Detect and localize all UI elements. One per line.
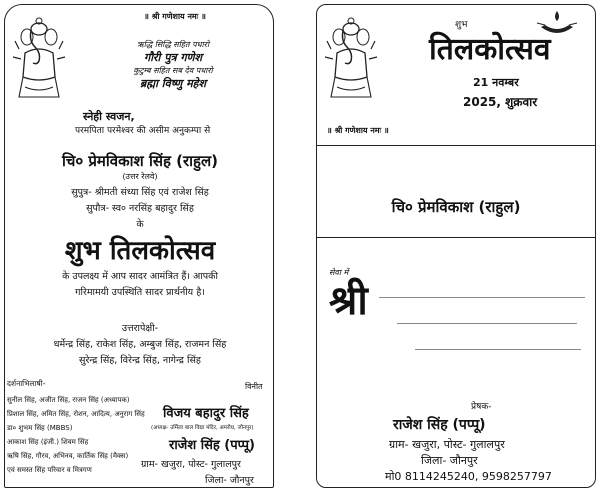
eager-label: उत्तरापेक्षी-: [121, 323, 159, 334]
shubh-label: शुभ: [455, 20, 468, 30]
groom-name: चि० प्रेमविकाश सिंह (राहुल): [61, 152, 219, 170]
darshan-list: [7, 393, 157, 477]
event-title: शुभ तिलकोत्सव: [64, 236, 216, 266]
greeting: स्नेही स्वजन,: [83, 110, 135, 123]
blessing-line: गौरी पुत्र गणेश: [144, 51, 202, 64]
divider: [317, 145, 595, 146]
blessing-line: ब्रह्मा विष्णु महेश: [140, 77, 206, 90]
shri-label: श्री: [329, 277, 368, 324]
invite-line-1: के उपलक्ष्य में आप सादर आमंत्रित हैं। आपकी: [62, 271, 218, 282]
sender-address-2: जिला- जौनपुर: [421, 454, 478, 467]
sender-label: प्रेषक-: [471, 402, 492, 412]
ke-text: के: [136, 219, 144, 230]
darshan-line: आकाश सिंह (इंजी.) शिवम सिंह: [7, 438, 89, 446]
address-line-2[interactable]: [397, 323, 577, 324]
event-year-day: 2025, शुक्रवार: [463, 95, 538, 109]
groom-job: (उत्तर रेलवे): [122, 172, 158, 181]
groom-name-envelope: चि० प्रेमविकाश (राहुल): [391, 198, 521, 216]
event-date: 21 नवम्बर: [473, 76, 519, 89]
darshan-line: एवं समस्त सिंह परिवार व मित्रगण: [7, 466, 92, 474]
blessing-verse: [83, 39, 263, 91]
divider: [317, 237, 595, 238]
greeting-line2: परमपिता परमेश्वर की असीम अनुकम्पा से: [75, 126, 211, 136]
eager-line-2: सुरेन्द्र सिंह, विरेन्द्र सिंह, नागेन्द्र सिंह: [79, 355, 201, 366]
invite-line-2: गरिमामयी उपस्थिति सादर प्रार्थनीय है।: [75, 287, 205, 298]
title-tilakotsav: तिलकोत्सव: [429, 32, 551, 67]
sender-phone: मो0 8114245240, 9598257797: [385, 470, 552, 483]
darshan-line: ऋषि सिंह, गौरव, अभिनव, कार्तिक सिंह (मैक्स): [7, 452, 129, 460]
vijay-subtitle: (अध्यक्ष- उर्मिला बाल विद्या मंदिर, अमरौध, जौनपुर): [151, 425, 254, 431]
darshan-label: दर्शनाभिलाषी-: [7, 379, 46, 388]
left-address-1: ग्राम- खजुरा, पोस्ट- गुलालपुर: [141, 459, 241, 470]
seva-me-label: सेवा में: [329, 268, 349, 277]
ganesha-illustration: [323, 13, 379, 101]
darshan-line: डा० शुभम सिंह (MBBS): [7, 424, 73, 432]
address-line-1[interactable]: [379, 297, 585, 298]
ganesha-illustration: [11, 13, 67, 101]
address-line-3[interactable]: [415, 349, 581, 350]
sender-address-1: ग्राम- खजुरा, पोस्ट- गुलालपुर: [389, 438, 505, 451]
invitation-envelope-card: [316, 4, 596, 488]
eager-line-1: धर्मेन्द्र सिंह, राकेश सिंह, अम्बुज सिंह, राजमन सिंह: [53, 339, 227, 350]
left-address-2: जिला- जौनपुर: [205, 475, 254, 486]
invitation-inner-card: [4, 4, 274, 488]
grandson-of: सुपौत्र- स्व० नरसिंह बहादुर सिंह: [86, 203, 194, 214]
blessing-line: ऋद्धि सिद्धि सहित पधारो: [136, 40, 210, 49]
vijay-name: विजय बहादुर सिंह: [163, 406, 249, 421]
top-tag: ॥ श्री गणेशाय नमः ॥: [327, 126, 389, 135]
sender-name: राजेश सिंह (पप्पू): [393, 417, 486, 433]
darshan-line: सुनील सिंह, अजीत सिंह, राजन सिंह (अध्यापक): [7, 396, 130, 404]
blessing-line: कुटुम्ब सहित सब देव पधारो: [133, 66, 213, 75]
vineet-label: विनीत: [245, 382, 263, 391]
top-tag: ॥ श्री गणेशाय नमः ॥: [144, 12, 206, 21]
darshan-line: प्रिशाल सिंह, अमित सिंह, रोशन, आदित्य, अनुराग सिंह: [7, 410, 145, 418]
son-of: सुपुत्र- श्रीमती संध्या सिंह एवं राजेश सिंह: [71, 187, 209, 198]
rajesh-name: राजेश सिंह (पप्पू): [169, 438, 255, 453]
